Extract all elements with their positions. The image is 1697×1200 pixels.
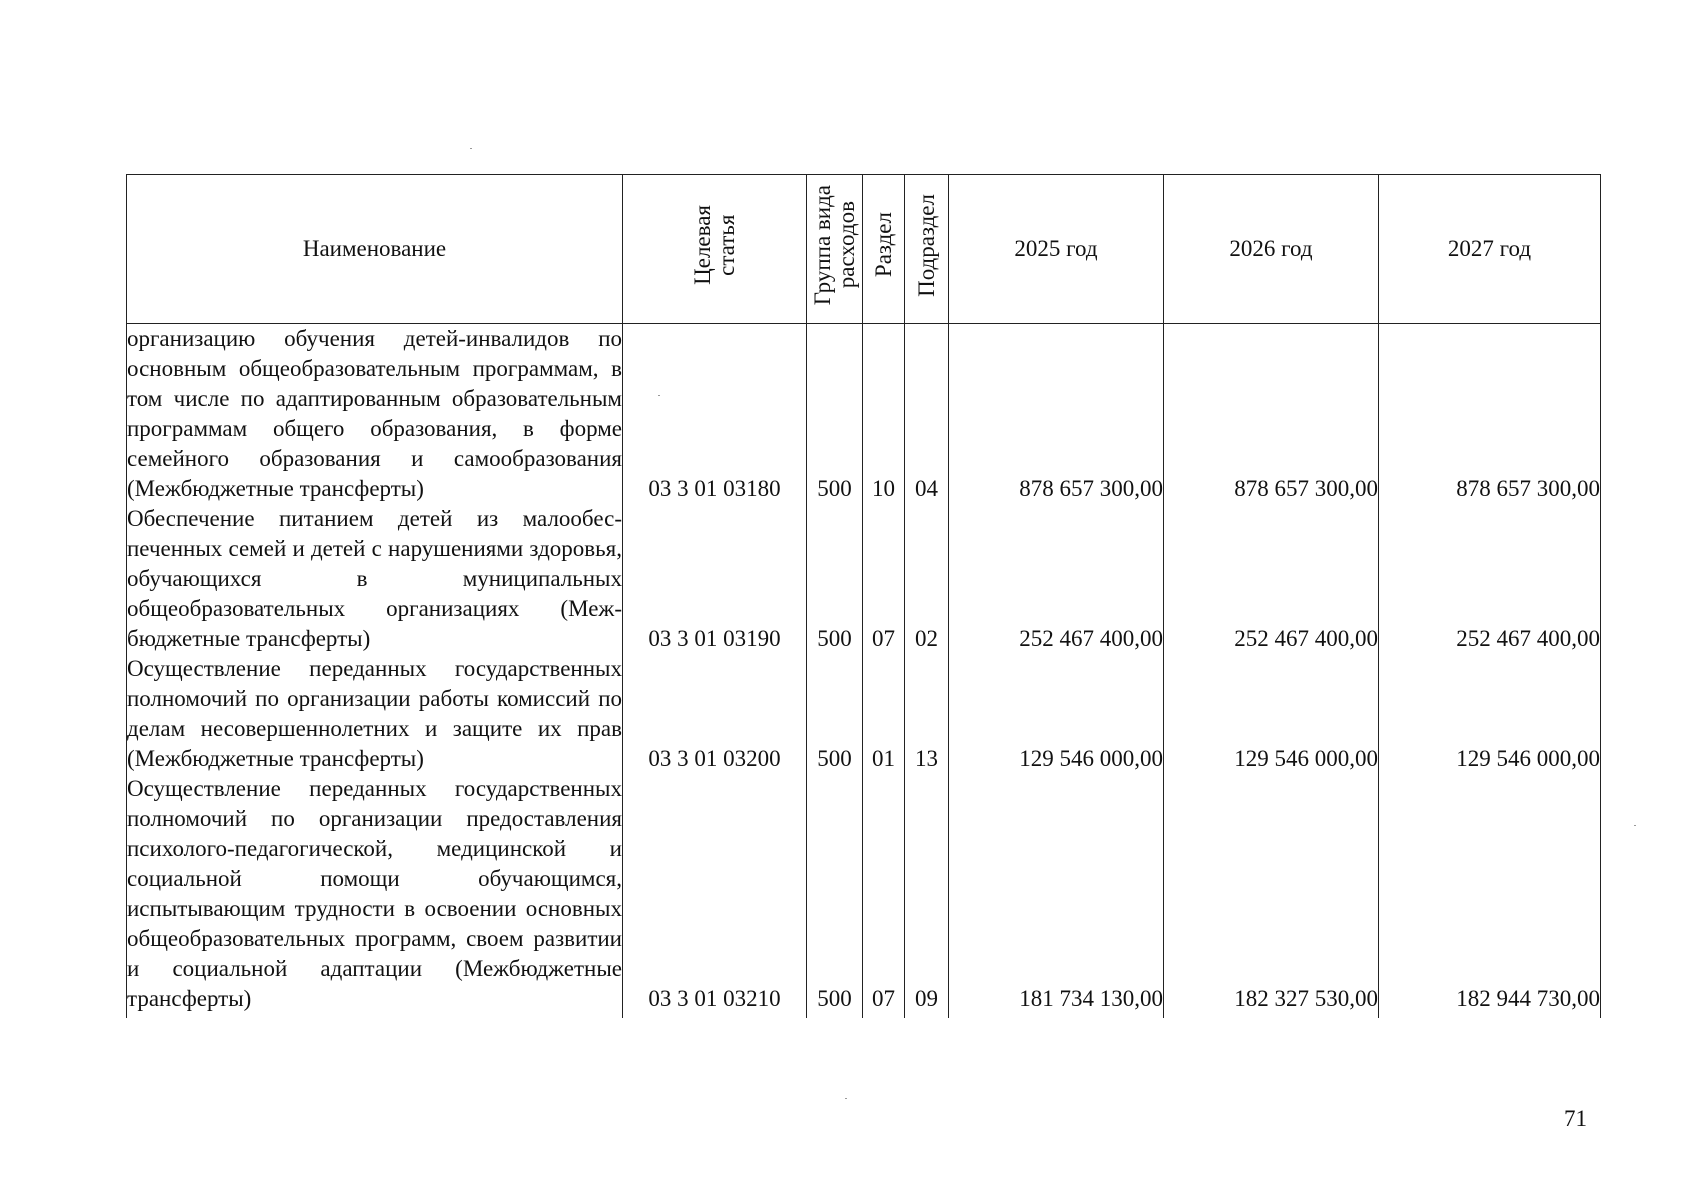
header-target-article-line1: Целевая [689, 205, 715, 285]
table-header-row [127, 175, 1601, 324]
header-year-2025: 2025 год [949, 175, 1164, 324]
header-expense-group [807, 175, 863, 324]
row-target-article: 03 3 01 03210 [623, 774, 807, 1018]
row-target-article: 03 3 01 03180 [623, 324, 807, 505]
row-amount-2026: 252 467 400,00 [1164, 504, 1379, 654]
row-amount-2025: 252 467 400,00 [949, 504, 1164, 654]
row-amount-2027: 878 657 300,00 [1379, 324, 1601, 505]
scan-speck [845, 1098, 847, 1099]
header-target-article-line2: статья [713, 214, 739, 276]
row-section: 01 [863, 654, 905, 774]
table-row [127, 504, 1601, 654]
row-amount-2027: 252 467 400,00 [1379, 504, 1601, 654]
row-amount-2026: 182 327 530,00 [1164, 774, 1379, 1018]
page-number: 71 [1564, 1106, 1587, 1131]
header-section: Раздел [863, 175, 905, 324]
table-row [127, 654, 1601, 774]
row-section: 07 [863, 774, 905, 1018]
table-row [127, 774, 1601, 1018]
header-expense-group-line2: расходов [833, 201, 859, 289]
table-row [127, 324, 1601, 505]
header-year-2026: 2026 год [1164, 175, 1379, 324]
header-year-2027: 2027 год [1379, 175, 1601, 324]
row-expense-group: 500 [807, 324, 863, 505]
row-subsection: 02 [905, 504, 949, 654]
row-amount-2026: 129 546 000,00 [1164, 654, 1379, 774]
row-target-article: 03 3 01 03200 [623, 654, 807, 774]
header-name: Наименование [127, 175, 623, 324]
row-name: Осуществление переданных государственных полномочий по организации предоставления психолого-педагогической, медицинской и социальной помощи обучающимся, испытывающим трудности в освоении основных общеобразовательных программ, своем развитии и социальной адаптации (Межбюджетные трансферты) [127, 774, 623, 1018]
header-target-article [623, 175, 807, 324]
row-amount-2026: 878 657 300,00 [1164, 324, 1379, 505]
row-amount-2027: 129 546 000,00 [1379, 654, 1601, 774]
budget-table [126, 174, 1601, 1018]
row-subsection: 09 [905, 774, 949, 1018]
scan-speck [1634, 825, 1636, 826]
row-subsection: 04 [905, 324, 949, 505]
row-expense-group: 500 [807, 504, 863, 654]
scan-speck [470, 148, 472, 149]
row-expense-group: 500 [807, 774, 863, 1018]
row-name: Осуществление переданных государственных полномочий по организации работы комиссий по делам несовершеннолетних и защите их прав (Межбюджетные трансферты) [127, 654, 623, 774]
row-target-article: 03 3 01 03190 [623, 504, 807, 654]
row-name: Обеспечение питанием детей из малообеспеченных семей и детей с нарушениями здоровья, обучающихся в муниципальных общеобразовательных организациях (Межбюджетные трансферты) [127, 504, 623, 654]
row-name: организацию обучения детей-инвалидов по основным общеобразовательным программам, в том числе по адаптированным образовательным программам общего образования, в форме семейного образования и самообразования (Межбюджетные трансферты) [127, 324, 623, 505]
header-subsection: Подраздел [905, 175, 949, 324]
row-expense-group: 500 [807, 654, 863, 774]
row-section: 10 [863, 324, 905, 505]
row-subsection: 13 [905, 654, 949, 774]
row-amount-2027: 182 944 730,00 [1379, 774, 1601, 1018]
row-section: 07 [863, 504, 905, 654]
row-amount-2025: 878 657 300,00 [949, 324, 1164, 505]
row-amount-2025: 129 546 000,00 [949, 654, 1164, 774]
row-amount-2025: 181 734 130,00 [949, 774, 1164, 1018]
header-expense-group-line1: Группа вида [809, 184, 835, 306]
